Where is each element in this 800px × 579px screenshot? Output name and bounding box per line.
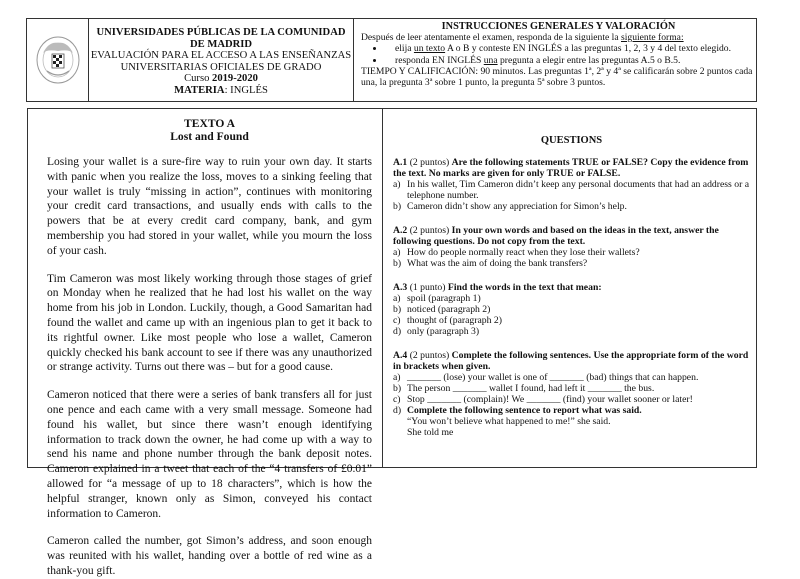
question-points: (1 punto) xyxy=(407,282,448,293)
question-item xyxy=(393,394,750,405)
question-item xyxy=(393,258,750,269)
question-a4 xyxy=(393,350,750,438)
question-number: A.2 xyxy=(393,225,408,236)
question-item xyxy=(393,326,750,337)
item-label: d) xyxy=(393,326,402,337)
intro-text: Después de leer atentamente el examen, responda de la siguiente la xyxy=(361,32,621,44)
instructions-list xyxy=(361,43,756,65)
instructions-title: INSTRUCCIONES GENERALES Y VALORACIÓN xyxy=(441,21,676,32)
question-item-quote xyxy=(393,416,750,427)
item-label: a) xyxy=(393,372,401,383)
bullet2-prefix: responda EN INGLÉS xyxy=(395,54,484,66)
university-line1: UNIVERSIDADES PÚBLICAS DE LA COMUNIDAD xyxy=(96,27,346,38)
question-a2 xyxy=(393,225,750,269)
item-label: c) xyxy=(393,315,401,326)
question-points: (2 puntos) xyxy=(407,350,452,361)
question-text: In your own words and based on the ideas in the text, answer the following questions. Do not copy from the text. xyxy=(393,225,719,247)
item-text: Stop _______ (complain)! We _______ (find) your wallet sooner or later! xyxy=(407,394,693,405)
paragraph-1: Losing your wallet is a sure-fire way to ruin your own day. It starts with panic when you realize the loss, moves to a sinking feeling that your wallet is truly “missing in action”, continues with monitoring your credit card transactions, and usually ends with calls to the powers that be at every credit card company, bank, and gym membership you had stored in your wallet, while you mourn the loss of your cash. xyxy=(47,156,372,257)
university-line2: DE MADRID xyxy=(189,38,253,50)
question-text: Are the following statements TRUE or FALSE? Copy the evidence from the text. No marks are given for only TRUE or FALSE. xyxy=(393,157,749,179)
question-a4-stem xyxy=(393,350,750,372)
course-line xyxy=(89,73,353,85)
question-item xyxy=(393,383,750,394)
question-item xyxy=(393,315,750,326)
question-item xyxy=(393,372,750,383)
subject-line xyxy=(89,85,353,97)
reading-text xyxy=(28,109,383,577)
item-text: The person _______ wallet I found, had left it _______ the bus. xyxy=(407,383,655,394)
intro-underlined: siguiente forma: xyxy=(621,32,684,44)
instruction-bullet-2 xyxy=(385,55,756,66)
subject-value: : INGLÉS xyxy=(224,84,268,96)
question-item xyxy=(393,201,750,212)
question-a2-stem xyxy=(393,225,750,247)
item-label: c) xyxy=(393,394,401,405)
question-item xyxy=(393,405,750,416)
question-points: (2 puntos) xyxy=(407,225,452,236)
bullet1-prefix: elija xyxy=(395,43,414,55)
question-item xyxy=(393,179,750,201)
question-text: Complete the following sentences. Use the appropriate form of the word in brackets when given. xyxy=(393,350,749,372)
item-label: d) xyxy=(393,405,402,416)
item-label: a) xyxy=(393,293,401,304)
questions-title: QUESTIONS xyxy=(540,135,603,146)
item-text: Cameron didn’t show any appreciation for Simon’s help. xyxy=(407,201,627,212)
course-label: Curso xyxy=(184,73,210,84)
item-text: In his wallet, Tim Cameron didn’t keep any personal documents that had an address or a telephone number. xyxy=(407,179,750,201)
course-value: 2019-2020 xyxy=(212,73,258,84)
item-label: b) xyxy=(393,258,402,269)
question-a3-stem xyxy=(393,282,750,293)
question-a3 xyxy=(393,282,750,337)
item-text: How do people normally react when they lose their wallets? xyxy=(407,247,640,258)
exam-header xyxy=(26,18,757,102)
question-a1 xyxy=(393,157,750,212)
bullet2-underlined: una xyxy=(483,54,498,66)
bullet2-suffix: pregunta a elegir entre las preguntas A.5 o B.5. xyxy=(497,54,681,66)
item-text: only (paragraph 3) xyxy=(407,326,480,337)
question-text: Find the words in the text that mean: xyxy=(447,282,602,293)
timing-line1: TIEMPO Y CALIFICACIÓN: 90 minutos. Las preguntas 1ª, 2ª y 4ª se calificarán sobre 2 puntos cada xyxy=(361,65,753,77)
item-text: Complete the following sentence to report what was said. xyxy=(407,405,642,416)
exam-line1: EVALUACIÓN PARA EL ACCESO A LAS ENSEÑANZAS xyxy=(90,50,352,61)
item-label: a) xyxy=(393,179,401,190)
question-number: A.4 xyxy=(393,350,408,361)
quote-text: “You won’t believe what happened to me!” she said. xyxy=(407,416,611,427)
question-number: A.3 xyxy=(393,282,408,293)
seal-logo-icon xyxy=(35,33,81,87)
item-text: noticed (paragraph 2) xyxy=(407,304,491,315)
instructions-block xyxy=(354,19,756,101)
paragraph-3: Cameron noticed that there were a series of bank transfers all for just one pence and each came with a very small message. Someone had found his wallet, but since there wasn’t enough identifying information to track down the owner, he had come up with a way to send his name and phone number through the bank deposit notes. Cameron explained in a tweet that each of the “4 transfers of £0.01” allowed for “a message of up to 18 characters”, which is how the helpful stranger, known only as Simon, conveyed his contact information to Cameron. xyxy=(47,389,372,520)
university-seal xyxy=(27,19,89,101)
item-text: spoil (paragraph 1) xyxy=(407,293,481,304)
exam-body xyxy=(27,108,757,577)
instruction-bullet-1 xyxy=(385,43,756,54)
text-title: Lost and Found xyxy=(170,130,249,143)
instructions-intro xyxy=(361,32,756,43)
question-item xyxy=(393,304,750,315)
item-text: _______ (lose) your wallet is one of _______ (bad) things that can happen. xyxy=(407,372,699,383)
bullet1-underlined: un texto xyxy=(413,43,446,55)
subject-label: MATERIA xyxy=(174,84,225,96)
exam-line2: UNIVERSITARIAS OFICIALES DE GRADO xyxy=(120,61,322,73)
question-a1-stem xyxy=(393,157,750,179)
item-label: b) xyxy=(393,383,402,394)
question-number: A.1 xyxy=(393,157,408,168)
item-label: a) xyxy=(393,247,401,258)
item-label: b) xyxy=(393,304,402,315)
timing-line2: una, la pregunta 3ª sobre 1 punto, la pregunta 5ª sobre 3 puntos. xyxy=(361,77,606,89)
question-item-report xyxy=(393,427,750,438)
item-label: b) xyxy=(393,201,402,212)
text-label: TEXTO A xyxy=(183,117,235,130)
questions-panel xyxy=(383,109,756,467)
question-points: (2 puntos) xyxy=(407,157,452,168)
paragraph-4: Cameron called the number, got Simon’s address, and soon enough was reunited with his wallet, handing over a bottle of red wine as a thank-you gift. xyxy=(47,535,372,577)
question-item xyxy=(393,247,750,258)
question-item xyxy=(393,293,750,304)
university-block xyxy=(89,19,354,101)
item-text: thought of (paragraph 2) xyxy=(407,315,502,326)
item-text: What was the aim of doing the bank transfers? xyxy=(407,258,588,269)
report-text: She told me xyxy=(407,427,454,438)
paragraph-2: Tim Cameron was most likely working through those stages of grief on Monday when he realized that he had lost his wallet on the way home from his job in London. Luckily, though, a Good Samaritan had found the wallet and came up with an ingenious plan to get it back to its rightful owner. Like most people who lose a wallet, Cameron quickly checked his bank account to see if there was any unauthorized or strange activity. Turns out there was – but for a good cause. xyxy=(47,272,372,374)
bullet1-suffix: A o B y conteste EN INGLÉS a las preguntas 1, 2, 3 y 4 del texto elegido. xyxy=(445,43,732,55)
